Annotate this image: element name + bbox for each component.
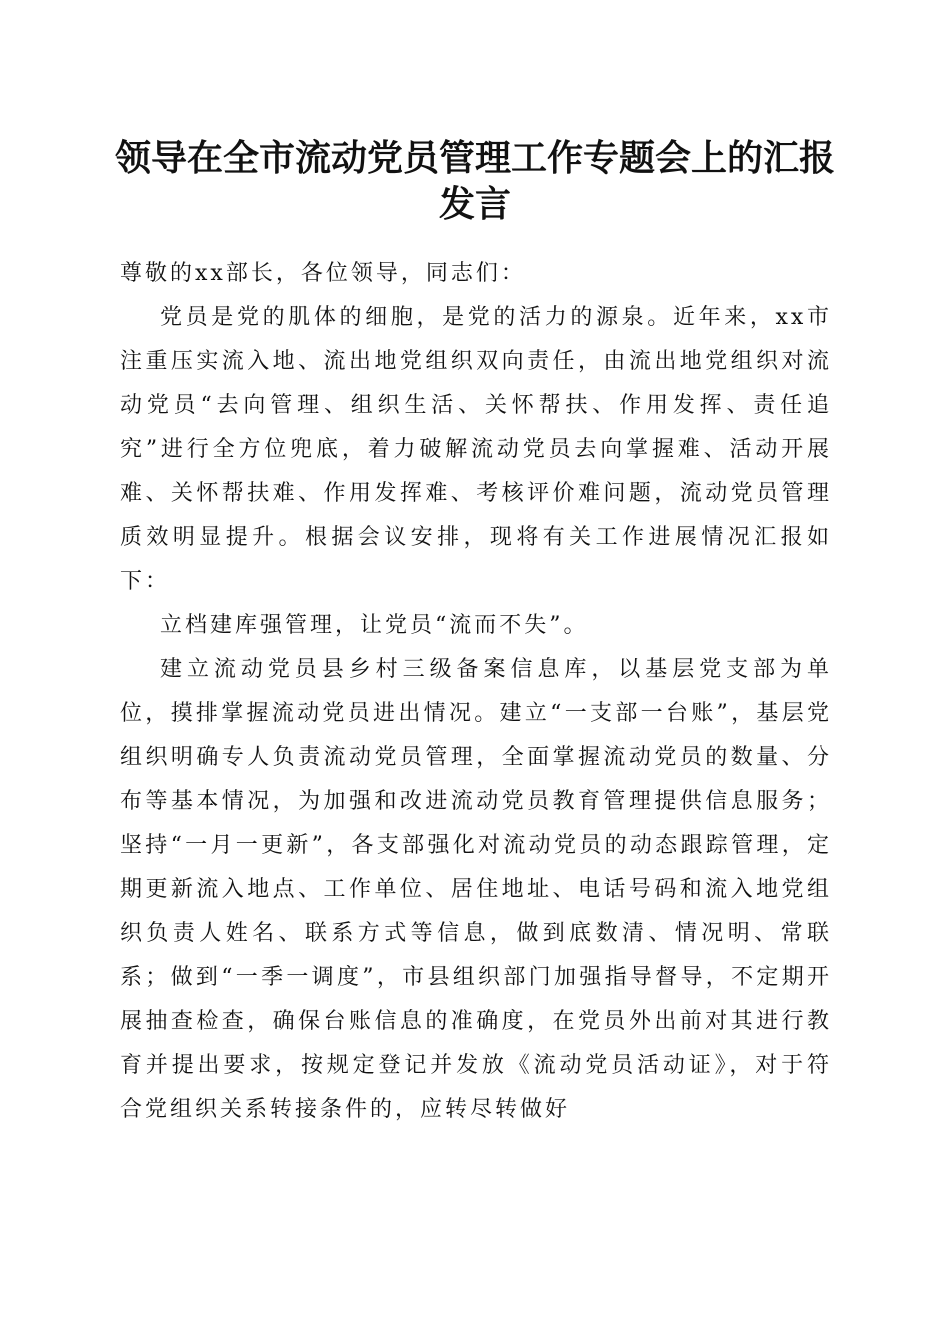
paragraph-archive: 建立流动党员县乡村三级备案信息库，以基层党支部为单位，摸排掌握流动党员进出情况。建立“一支部一台账”，基层党组织明确专人负责流动党员管理，全面掌握流动党员的数量、分布等基本情况，为加强和改进流动党员教育管理提供信息服务；坚持“一月一更新”，各支部强化对流动党员的动态跟踪管理，定期更新流入地点、工作单位、居住地址、电话号码和流入地党组织负责人姓名、联系方式等信息，做到底数清、情况明、常联系；做到“一季一调度”，市县组织部门加强指导督导，不定期开展抽查检查，确保台账信息的准确度，在党员外出前对其进行教育并提出要求，按规定登记并发放《流动党员活动证》，对于符合党组织关系转接条件的，应转尽转做好 xyxy=(120,657,832,1122)
document-title-line-2: 发言 xyxy=(438,183,511,225)
document-body xyxy=(120,252,832,1132)
paragraph-intro: 党员是党的肌体的细胞，是党的活力的源泉。近年来，xx市注重压实流入地、流出地党组织双向责任，由流出地党组织对流动党员“去向管理、组织生活、关怀帮扶、作用发挥、责任追究”进行全方位兜底，着力破解流动党员去向掌握难、活动开展难、关怀帮扶难、作用发挥难、考核评价难问题，流动党员管理质效明显提升。根据会议安排，现将有关工作进展情况汇报如下： xyxy=(120,305,832,594)
salutation: 尊敬的xx部长，各位领导，同志们： xyxy=(120,261,526,286)
section-heading: 立档建库强管理，让党员“流而不失”。 xyxy=(160,613,589,638)
document-title-line-1: 领导在全市流动党员管理工作专题会上的汇报 xyxy=(114,137,835,179)
